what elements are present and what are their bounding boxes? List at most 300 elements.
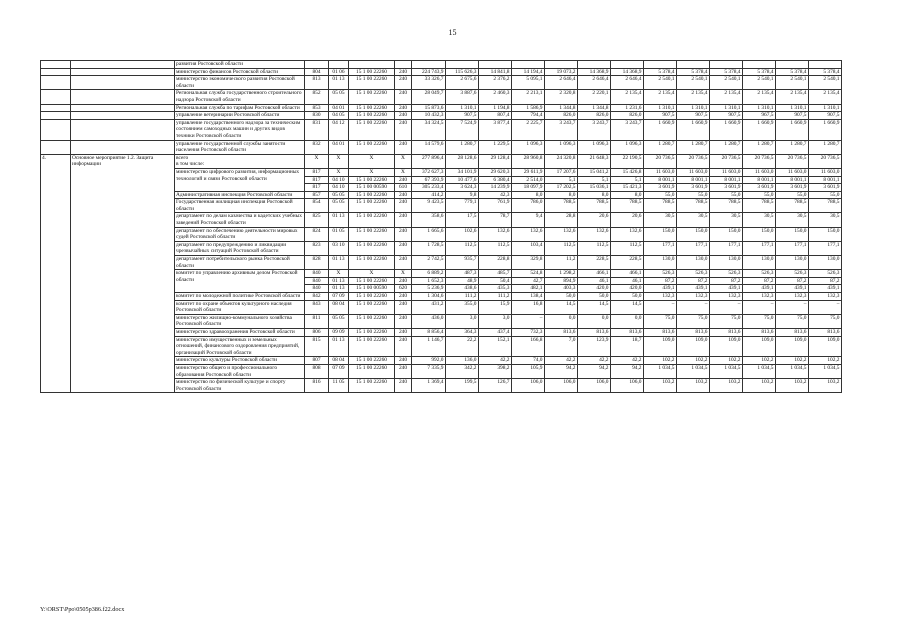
amount-cell: 2 514,0 [512,176,545,184]
amount-cell: 50,0 [545,293,578,301]
amount-cell: 14 194,4 [512,68,545,76]
amount-cell: 87,2 [710,277,743,285]
amount-cell: 132,3 [743,293,776,301]
amount-cell: 150,0 [809,227,842,241]
amount-cell: 105,9 [512,364,545,378]
amount-cell: 420,0 [578,285,611,293]
total-amount-cell: 20 736,5 [644,154,677,168]
amount-cell: 3 887,6 [446,90,479,104]
amount-cell: 403,3 [545,285,578,293]
total-amount-cell: 24 320,8 [545,154,578,168]
target-article-code: 15 1 00 22260 [349,140,395,154]
section-code: 04 12 [329,119,349,140]
amount-cell: 130,0 [809,256,842,270]
amount-cell: 42,3 [479,191,512,199]
amount-cell: 55,0 [776,191,809,199]
amount-cell: 5,1 [545,176,578,184]
amount-cell: 8 001,1 [644,176,677,184]
amount-cell: 28,8 [545,213,578,227]
amount-cell: 102,2 [644,357,677,365]
executor-name: департамент по делам казачества и кадетских учебных заведений Ростовской области [175,213,305,227]
activity-cell [71,90,175,104]
expense-type-code: 240 [395,176,412,184]
expense-type-code: 240 [395,68,412,76]
amount-cell: 3 243,7 [611,119,644,140]
amount-cell: 48,9 [446,277,479,285]
amount-cell: 1 096,3 [611,140,644,154]
amount-cell: 103,2 [776,379,809,393]
target-article-code: 15 1 00 22260 [349,277,395,285]
expense-type-code: Х [395,168,412,176]
section-code: 04 10 [329,176,349,184]
expense-type-code: 610 [395,184,412,192]
amount-cell: 813,6 [611,328,644,336]
section-code: 05 05 [329,314,349,328]
section-code: 04 10 [329,184,349,192]
amount-cell: 1 310,1 [743,104,776,112]
amount-cell: 3 601,9 [776,184,809,192]
amount-cell: 42,2 [479,357,512,365]
amount-cell: 17,5 [446,213,479,227]
amount-cell: 111,2 [446,293,479,301]
amount-cell: 482,1 [512,285,545,293]
amount-cell: 732,3 [512,328,545,336]
amount-cell: 1 665,6 [412,227,446,241]
target-article-code: 15 1 00 22260 [349,300,395,314]
amount-cell: 15,9 [479,300,512,314]
target-article-code: 15 1 00 22260 [349,199,395,213]
executor-name: министерство здравоохранения Ростовской области [175,328,305,336]
amount-cell: 132,6 [512,227,545,241]
grbs-code: 828 [305,256,329,270]
amount-cell: 14,5 [545,300,578,314]
executor-name: министерство финансов Ростовской области [175,68,305,76]
amount-cell: 7 524,9 [446,119,479,140]
amount-cell: 20,6 [611,213,644,227]
code-cell: Х [395,154,412,168]
amount-cell: 102,6 [446,227,479,241]
amount-cell: 2 646,4 [611,76,644,90]
amount-cell: 8 001,1 [710,176,743,184]
amount-cell: 55,0 [677,191,710,199]
amount-cell: 150,0 [743,227,776,241]
file-path-footer: Y:\ORST\Ppo\0505p386.f22.docx [40,606,125,613]
amount-cell: 1 310,1 [710,104,743,112]
expense-type-code: 240 [395,227,412,241]
table-row [41,104,842,112]
amount-cell: 1 096,3 [512,140,545,154]
amount-cell: 103,2 [677,379,710,393]
target-article-code: 15 1 00 22260 [349,227,395,241]
amount-cell: 2 135,4 [677,90,710,104]
amount-cell: 17 202,5 [545,184,578,192]
grbs-code: 813 [305,76,329,90]
amount-cell: 788,5 [710,199,743,213]
amount-cell: 1 146,7 [412,336,446,357]
target-article-code: 15 1 00 22260 [349,112,395,120]
amount-cell: 150,0 [710,227,743,241]
amount-cell: 2 540,1 [776,76,809,90]
amount-cell: 1 310,1 [446,104,479,112]
amount-cell: 305 233,4 [412,184,446,192]
amount-cell: 2 225,7 [512,119,545,140]
target-article-code: 15 1 00 22260 [349,119,395,140]
amount-cell: 5 095,1 [512,76,545,90]
executor-name: департамент потребительского рынка Ростовской области [175,256,305,270]
amount-cell: 18,7 [611,336,644,357]
amount-cell: 788,5 [776,199,809,213]
amount-cell: 813,6 [809,328,842,336]
grbs-code: 832 [305,140,329,154]
amount-cell: 87,2 [743,277,776,285]
amount-cell: 1 231,6 [611,104,644,112]
amount-cell: 11 603,0 [809,168,842,176]
amount-cell: 5 378,4 [809,68,842,76]
amount-cell: 130,0 [743,256,776,270]
budget-table [40,60,842,393]
expense-type-code: 240 [395,256,412,270]
amount-cell: 9 423,5 [412,199,446,213]
amount-cell: 2 646,4 [578,76,611,90]
amount-cell: 5 378,4 [776,68,809,76]
amount-cell: 15 036,1 [578,184,611,192]
page-number: 15 [448,28,457,37]
amount-cell: 1 280,7 [743,140,776,154]
amount-cell: 813,6 [776,328,809,336]
amount-cell: 46,1 [611,277,644,285]
amount-cell: 437,4 [479,328,512,336]
grbs-code: 831 [305,119,329,140]
amount-cell: 150,0 [644,227,677,241]
amount-cell: 14 239,9 [479,184,512,192]
amount-cell: 55,0 [710,191,743,199]
amount-cell: 524,8 [512,270,545,278]
amount-cell: 8,0 [578,191,611,199]
amount-cell: 0,0 [611,314,644,328]
amount-cell: 807,4 [479,112,512,120]
amount-cell: 1 660,9 [677,119,710,140]
amount-cell: 813,6 [677,328,710,336]
table-row [41,90,842,104]
code-cell: Х [305,154,329,168]
amount-cell: 466,1 [578,270,611,278]
amount-cell: 14 368,9 [611,68,644,76]
section-code: 11 05 [329,379,349,393]
grbs-code: 817 [305,168,329,176]
table-row [41,140,842,154]
amount-cell: 130,0 [710,256,743,270]
total-label [175,154,305,168]
target-article-code: 15 1 00 22260 [349,379,395,393]
amount-cell: 2 135,4 [644,90,677,104]
target-article-code: 15 1 00 22260 [349,241,395,255]
amount-cell: 132,6 [545,227,578,241]
target-article-code: 15 1 00 22260 [349,213,395,227]
amount-cell: 8,0 [545,191,578,199]
amount-cell: 106,0 [578,379,611,393]
amount-cell: 177,1 [809,241,842,255]
grbs-code: 853 [305,104,329,112]
amount-cell: – [776,300,809,314]
amount-cell: 3 877,4 [479,119,512,140]
amount-cell: 2 320,8 [545,90,578,104]
expense-type-code: 240 [395,293,412,301]
grbs-code: 816 [305,379,329,393]
section-code: 07 09 [329,293,349,301]
amount-cell: 1 034,5 [809,364,842,378]
amount-cell: 130,0 [776,256,809,270]
total-amount-cell: 29 128,4 [479,154,512,168]
amount-cell: 1 280,7 [710,140,743,154]
amount-cell: 42,7 [512,277,545,285]
amount-cell: 102,2 [743,357,776,365]
activity-cell [71,119,175,140]
table-body [41,61,842,393]
section-code: 09 09 [329,328,349,336]
amount-cell: 1 229,5 [479,140,512,154]
amount-cell: 94,2 [611,364,644,378]
amount-cell: 8 856,4 [412,328,446,336]
total-amount-cell: 22 190,5 [611,154,644,168]
amount-cell: 29 611,9 [512,168,545,176]
grbs-code: 852 [305,90,329,104]
amount-cell: 466,1 [611,270,644,278]
amount-cell: 87,2 [776,277,809,285]
amount-cell: 3 624,3 [446,184,479,192]
amount-cell: – [809,300,842,314]
amount-cell: 431,2 [412,300,446,314]
target-article-code: 15 1 00 22260 [349,68,395,76]
amount-cell: 78,7 [479,213,512,227]
expense-type-code: 240 [395,213,412,227]
amount-cell: 1 280,7 [644,140,677,154]
amount-cell: 50,0 [611,293,644,301]
amount-cell: 30,5 [809,213,842,227]
amount-cell: 5 378,4 [710,68,743,76]
amount-cell: 526,3 [776,270,809,278]
section-code: 04 05 [329,112,349,120]
amount-cell: 152,1 [479,336,512,357]
amount-cell: 75,0 [644,314,677,328]
grbs-code: 811 [305,314,329,328]
amount-cell: 14,5 [578,300,611,314]
amount-cell: 526,3 [743,270,776,278]
executor-name: министерство экономического развития Ростовской области [175,76,305,90]
section-code: 01 13 [329,213,349,227]
target-article-code: 15 1 00 22260 [349,256,395,270]
amount-cell: 109,0 [809,336,842,357]
index-cell [41,76,71,90]
target-article-code: Х [349,168,395,176]
grbs-code: 817 [305,176,329,184]
amount-cell: – [644,300,677,314]
amount-cell: 935,7 [446,256,479,270]
grbs-code: 808 [305,364,329,378]
amount-cell: 150,0 [776,227,809,241]
executor-name: министерство имущественных и земельных отношений, финансового оздоровления предприятий, организаций Ростовской области [175,336,305,357]
amount-cell: 3 243,7 [545,119,578,140]
amount-cell: 177,1 [710,241,743,255]
executor-name: Административная инспекция Ростовской области [175,191,305,199]
expense-type-code: 240 [395,379,412,393]
amount-cell: 2 376,2 [479,76,512,90]
grbs-code: 842 [305,293,329,301]
expense-type-code: 240 [395,277,412,285]
amount-cell: 788,5 [644,199,677,213]
grbs-code: 840 [305,277,329,285]
amount-cell: 438,6 [446,285,479,293]
amount-cell: 398,2 [479,364,512,378]
amount-cell: 112,5 [545,241,578,255]
grbs-code: 830 [305,112,329,120]
amount-cell: 228,5 [578,256,611,270]
amount-cell: 33 326,7 [412,76,446,90]
amount-cell: 5 378,4 [743,68,776,76]
amount-cell: 17 207,6 [545,168,578,176]
target-article-code: 15 1 00 22260 [349,76,395,90]
target-article-code: 15 1 00 00590 [349,285,395,293]
expense-type-code: 240 [395,357,412,365]
executor-name: министерство общего и профессионального образования Ростовской области [175,364,305,378]
amount-cell: 907,5 [446,112,479,120]
amount-cell: 8 001,1 [809,176,842,184]
index-cell: 4. [41,154,71,393]
amount-cell: 14,5 [611,300,644,314]
amount-cell: 75,0 [809,314,842,328]
amount-cell: 109,0 [776,336,809,357]
grbs-code: 824 [305,227,329,241]
amount-cell: 132,3 [809,293,842,301]
amount-cell: 761,9 [479,199,512,213]
expense-type-code: 240 [395,191,412,199]
amount-cell: 826,0 [578,112,611,120]
expense-type-code: 240 [395,241,412,255]
target-article-code: 15 1 00 22260 [349,364,395,378]
amount-cell: 1 034,5 [743,364,776,378]
amount-cell: 112,5 [479,241,512,255]
amount-cell: 8,0 [611,191,644,199]
amount-cell: 1 280,7 [446,140,479,154]
amount-cell: 11 603,0 [677,168,710,176]
amount-cell: 106,0 [545,379,578,393]
amount-cell: 103,2 [644,379,677,393]
amount-cell: 177,1 [743,241,776,255]
amount-cell: 109,0 [743,336,776,357]
amount-cell: 2 135,4 [776,90,809,104]
activity-cell [71,104,175,112]
amount-cell: 5,1 [578,176,611,184]
amount-cell: 907,5 [776,112,809,120]
section-code: 01 06 [329,68,349,76]
amount-cell: 199,5 [446,379,479,393]
section-code: 08 04 [329,300,349,314]
amount-cell: 992,0 [412,357,446,365]
amount-cell: 14 368,9 [578,68,611,76]
amount-cell: 11 603,0 [710,168,743,176]
section-code: 04 01 [329,104,349,112]
table-row [41,119,842,140]
amount-cell: 55,0 [809,191,842,199]
total-amount-cell: 20 736,5 [743,154,776,168]
activity-cell [71,76,175,90]
amount-cell: 102,2 [776,357,809,365]
section-code: 05 05 [329,90,349,104]
amount-cell: 130,0 [644,256,677,270]
expense-type-code: 240 [395,328,412,336]
amount-cell: – [743,300,776,314]
executor-name: развития Ростовской области [175,61,305,69]
grbs-code: 817 [305,184,329,192]
amount-cell: 115 626,3 [446,68,479,76]
amount-cell: 1 280,7 [776,140,809,154]
executor-name: Региональная служба государственного строительного надзора Ростовской области [175,90,305,104]
amount-cell: 20,6 [578,213,611,227]
amount-cell: 1 660,9 [743,119,776,140]
code-cell: Х [349,154,395,168]
amount-cell: 132,6 [611,227,644,241]
amount-cell: 50,0 [578,293,611,301]
section-code: 01 13 [329,256,349,270]
amount-cell: 55,0 [743,191,776,199]
amount-cell: 2 646,4 [545,76,578,90]
amount-cell: 2 135,4 [743,90,776,104]
amount-cell: 8,0 [512,191,545,199]
section-code: 01 13 [329,76,349,90]
amount-cell: 439,1 [776,285,809,293]
amount-cell: 2 540,1 [710,76,743,90]
amount-cell: 30,5 [776,213,809,227]
amount-cell: 788,5 [611,199,644,213]
section-code: 05 05 [329,199,349,213]
executor-name: министерство цифрового развития, информационных технологий и связи Ростовской области [175,168,305,191]
amount-cell: – [512,314,545,328]
amount-cell: 22,2 [446,336,479,357]
amount-cell: 2 675,6 [446,76,479,90]
amount-cell: 8 001,1 [776,176,809,184]
amount-cell: 826,0 [611,112,644,120]
amount-cell: 439,1 [677,285,710,293]
amount-cell: 2 540,1 [809,76,842,90]
amount-cell: 779,1 [446,199,479,213]
expense-type-code: 240 [395,140,412,154]
amount-cell: 28 049,7 [412,90,446,104]
amount-cell: 166,8 [512,336,545,357]
expense-type-code: 240 [395,90,412,104]
amount-cell: 132,6 [578,227,611,241]
total-amount-cell: 21 648,3 [578,154,611,168]
amount-cell: 1 660,9 [710,119,743,140]
amount-cell: 1 586,9 [512,104,545,112]
amount-cell: – [677,300,710,314]
grbs-code: 843 [305,300,329,314]
amount-cell: 372 627,3 [412,168,446,176]
grbs-code: 840 [305,270,329,278]
amount-cell: 102,2 [710,357,743,365]
amount-cell: 10 477,6 [446,176,479,184]
section-code: 07 09 [329,364,349,378]
section-code: 01 13 [329,336,349,357]
amount-cell: 1 660,9 [644,119,677,140]
amount-cell: 1 728,5 [412,241,446,255]
amount-cell: 907,5 [644,112,677,120]
amount-cell: 19 073,2 [545,68,578,76]
amount-cell: 526,3 [677,270,710,278]
including-label: в том числе: [176,161,205,168]
amount-cell: 123,9 [578,336,611,357]
amount-cell: 9,8 [446,191,479,199]
amount-cell: 435,3 [479,285,512,293]
amount-cell: 1 344,8 [578,104,611,112]
